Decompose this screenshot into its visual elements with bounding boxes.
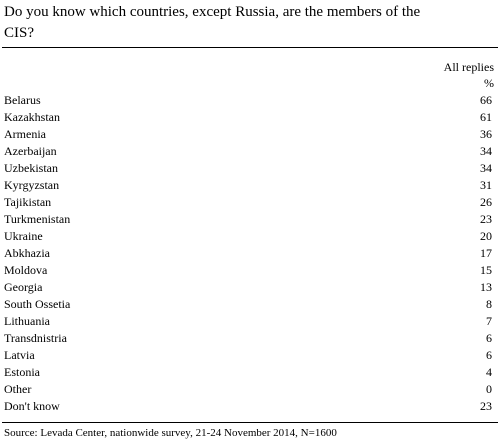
country-label: Transdnistria	[4, 331, 67, 345]
percent-value: 23	[480, 212, 492, 226]
country-label: Tajikistan	[4, 195, 52, 209]
country-label: Georgia	[4, 280, 43, 294]
country-label: Lithuania	[4, 314, 50, 328]
results-table	[4, 92, 494, 415]
country-label: Turkmenistan	[4, 212, 71, 226]
table-row	[4, 296, 494, 313]
table-row	[4, 381, 494, 398]
percent-value: 0	[486, 382, 492, 396]
column-label: All replies	[443, 60, 494, 74]
table-row	[4, 177, 494, 194]
bottom-divider	[2, 422, 498, 423]
table-row	[4, 313, 494, 330]
country-label: Estonia	[4, 365, 40, 379]
table-row	[4, 109, 494, 126]
country-label: Latvia	[4, 348, 35, 362]
source-note: Source: Levada Center, nationwide survey, 21-24 November 2014, N=1600	[4, 427, 337, 439]
country-label: Ukraine	[4, 229, 43, 243]
percent-value: 36	[480, 127, 492, 141]
country-label: Armenia	[4, 127, 46, 141]
column-unit: %	[484, 76, 494, 90]
country-label: Moldova	[4, 263, 48, 277]
country-label: Other	[4, 382, 32, 396]
percent-value: 20	[480, 229, 492, 243]
top-divider	[2, 47, 498, 48]
table-row	[4, 194, 494, 211]
table-row	[4, 330, 494, 347]
table-row	[4, 160, 494, 177]
column-header	[444, 59, 494, 91]
table-row	[4, 211, 494, 228]
percent-value: 6	[486, 331, 492, 345]
percent-value: 17	[480, 246, 492, 260]
table-row	[4, 126, 494, 143]
table-row	[4, 347, 494, 364]
percent-value: 13	[480, 280, 492, 294]
country-label: South Ossetia	[4, 297, 71, 311]
percent-value: 31	[480, 178, 492, 192]
percent-value: 61	[480, 110, 492, 124]
percent-value: 8	[486, 297, 492, 311]
percent-value: 26	[480, 195, 492, 209]
country-label: Belarus	[4, 93, 41, 107]
country-label: Kyrgyzstan	[4, 178, 60, 192]
country-label: Don't know	[4, 399, 60, 413]
country-label: Abkhazia	[4, 246, 50, 260]
table-row	[4, 398, 494, 415]
percent-value: 4	[486, 365, 492, 379]
percent-value: 34	[480, 144, 492, 158]
table-row	[4, 245, 494, 262]
table-row	[4, 92, 494, 109]
country-label: Uzbekistan	[4, 161, 58, 175]
percent-value: 34	[480, 161, 492, 175]
percent-value: 15	[480, 263, 492, 277]
percent-value: 66	[480, 93, 492, 107]
percent-value: 6	[486, 348, 492, 362]
country-label: Kazakhstan	[4, 110, 60, 124]
percent-value: 7	[486, 314, 492, 328]
percent-value: 23	[480, 399, 492, 413]
table-row	[4, 364, 494, 381]
table-row	[4, 143, 494, 160]
table-row	[4, 262, 494, 279]
table-title: Do you know which countries, except Russia, are the members of the CIS?	[4, 4, 421, 41]
table-row	[4, 279, 494, 296]
country-label: Azerbaijan	[4, 144, 57, 158]
table-row	[4, 228, 494, 245]
